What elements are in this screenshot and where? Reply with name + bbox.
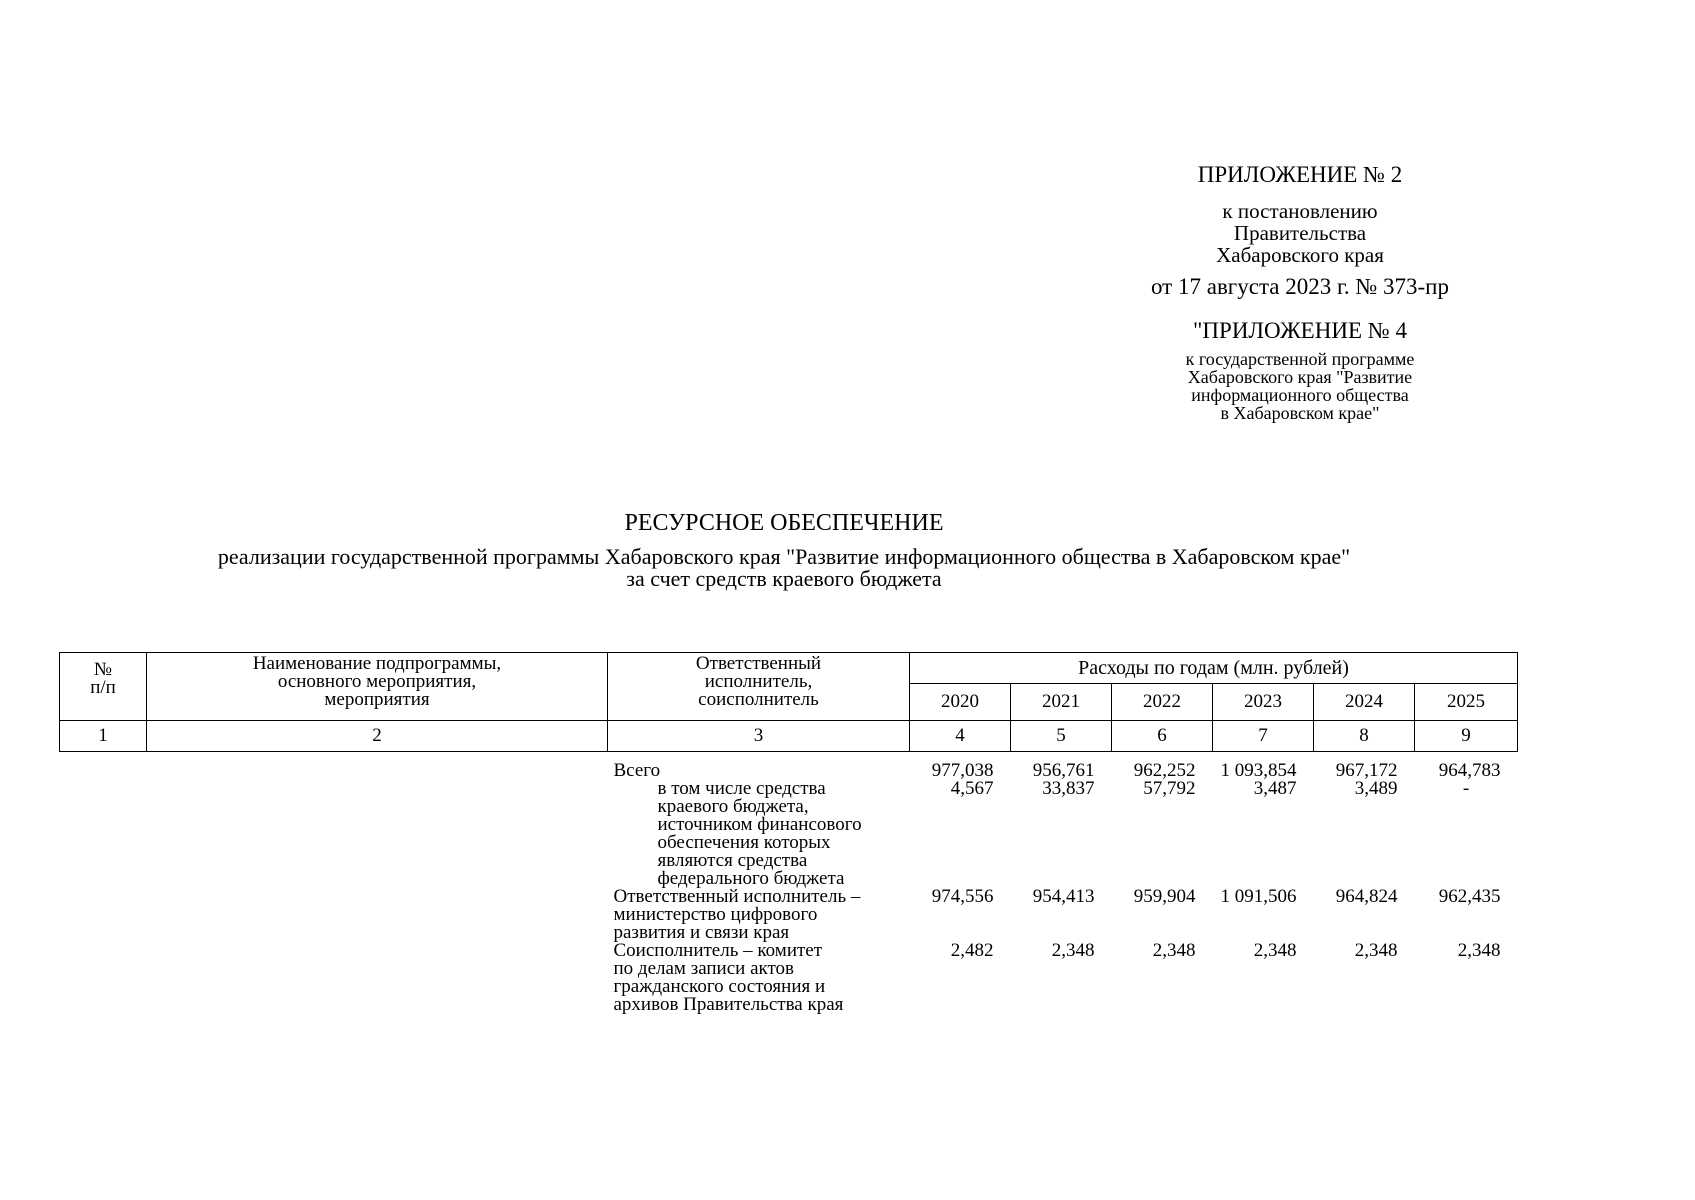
column-number: 4 (910, 721, 1011, 752)
column-number: 9 (1415, 721, 1518, 752)
header-executor: Ответственный исполнитель, соисполнитель (608, 653, 910, 721)
value-cell: 974,556 (931, 886, 994, 907)
row-label: Всего (613, 760, 661, 781)
row-label: Соисполнитель – комитет по делам записи актов гражданского состояния и архивов Правительства края (613, 940, 844, 1015)
year-cell: 2024 (1314, 684, 1415, 721)
resource-table (59, 652, 1518, 1014)
header-expenses: Расходы по годам (млн. рублей) (910, 653, 1518, 684)
value-cell: 2,348 (1457, 940, 1501, 961)
subtitle-line-1: реализации государственной программы Хабаровского края "Развитие информационного общества в Хабаровском крае" (217, 544, 1351, 569)
program-line: Хабаровского края "Развитие (1187, 367, 1413, 387)
table-header-row (60, 653, 1518, 684)
value-cell: 954,413 (1032, 886, 1095, 907)
value-cell: 977,038 (931, 760, 994, 781)
value-cell: 962,435 (1438, 886, 1501, 907)
document-subtitle (0, 546, 1568, 590)
value-cell: 2,348 (1152, 940, 1196, 961)
program-line: информационного общества (1191, 385, 1409, 405)
value-cell: 2,348 (1051, 940, 1095, 961)
column-number: 1 (60, 721, 147, 752)
header-number: № п/п (60, 653, 147, 721)
value-cell: 967,172 (1335, 760, 1398, 781)
column-number: 6 (1112, 721, 1213, 752)
column-number: 5 (1011, 721, 1112, 752)
column-number: 3 (608, 721, 910, 752)
value-cell: 956,761 (1032, 760, 1095, 781)
value-cell: 962,252 (1133, 760, 1196, 781)
row-label: в том числе средства краевого бюджета, источником финансового обеспечения которых являются средства федерального бюджета (657, 778, 862, 889)
year-cell: 2022 (1112, 684, 1213, 721)
column-number: 2 (147, 721, 608, 752)
value-cell: - (1462, 778, 1470, 799)
value-cell: 2,348 (1354, 940, 1398, 961)
value-cell: 959,904 (1133, 886, 1196, 907)
decree-date-number: от 17 августа 2023 г. № 373-пр (1150, 274, 1449, 299)
row-label: Ответственный исполнитель – министерство цифрового развития и связи края (613, 886, 861, 943)
value-cell: 3,487 (1253, 778, 1297, 799)
program-line: в Хабаровском крае" (1220, 403, 1380, 423)
year-cell: 2021 (1011, 684, 1112, 721)
value-cell: 964,783 (1438, 760, 1501, 781)
decree-line: к постановлению (1222, 199, 1378, 223)
column-numbers-row (60, 721, 1518, 752)
header-name: Наименование подпрограммы, основного мероприятия, мероприятия (147, 653, 608, 721)
value-cell: 964,824 (1335, 886, 1398, 907)
program-line: к государственной программе (1185, 349, 1415, 369)
appendix4-title: "ПРИЛОЖЕНИЕ № 4 (1193, 318, 1407, 343)
year-cell: 2020 (910, 684, 1011, 721)
decree-line: Правительства (1233, 221, 1367, 245)
year-cell: 2025 (1415, 684, 1518, 721)
document-title: РЕСУРСНОЕ ОБЕСПЕЧЕНИЕ (624, 510, 944, 536)
value-cell: 4,567 (950, 778, 994, 799)
value-cell: 2,348 (1253, 940, 1297, 961)
program-reference (1100, 350, 1500, 422)
table-row (60, 942, 1518, 1014)
value-cell: 3,489 (1354, 778, 1398, 799)
table-row (60, 888, 1518, 942)
value-cell: 33,837 (1042, 778, 1095, 799)
column-number: 8 (1314, 721, 1415, 752)
column-number: 7 (1213, 721, 1314, 752)
table-row (60, 780, 1518, 888)
value-cell: 1 091,506 (1220, 886, 1297, 907)
appendix-title: ПРИЛОЖЕНИЕ № 2 (1197, 162, 1403, 187)
value-cell: 57,792 (1143, 778, 1196, 799)
subtitle-line-2: за счет средств краевого бюджета (626, 566, 942, 591)
value-cell: 1 093,854 (1220, 760, 1297, 781)
decree-reference (1100, 200, 1500, 266)
year-cell: 2023 (1213, 684, 1314, 721)
decree-line: Хабаровского края (1216, 243, 1384, 267)
value-cell: 2,482 (950, 940, 994, 961)
